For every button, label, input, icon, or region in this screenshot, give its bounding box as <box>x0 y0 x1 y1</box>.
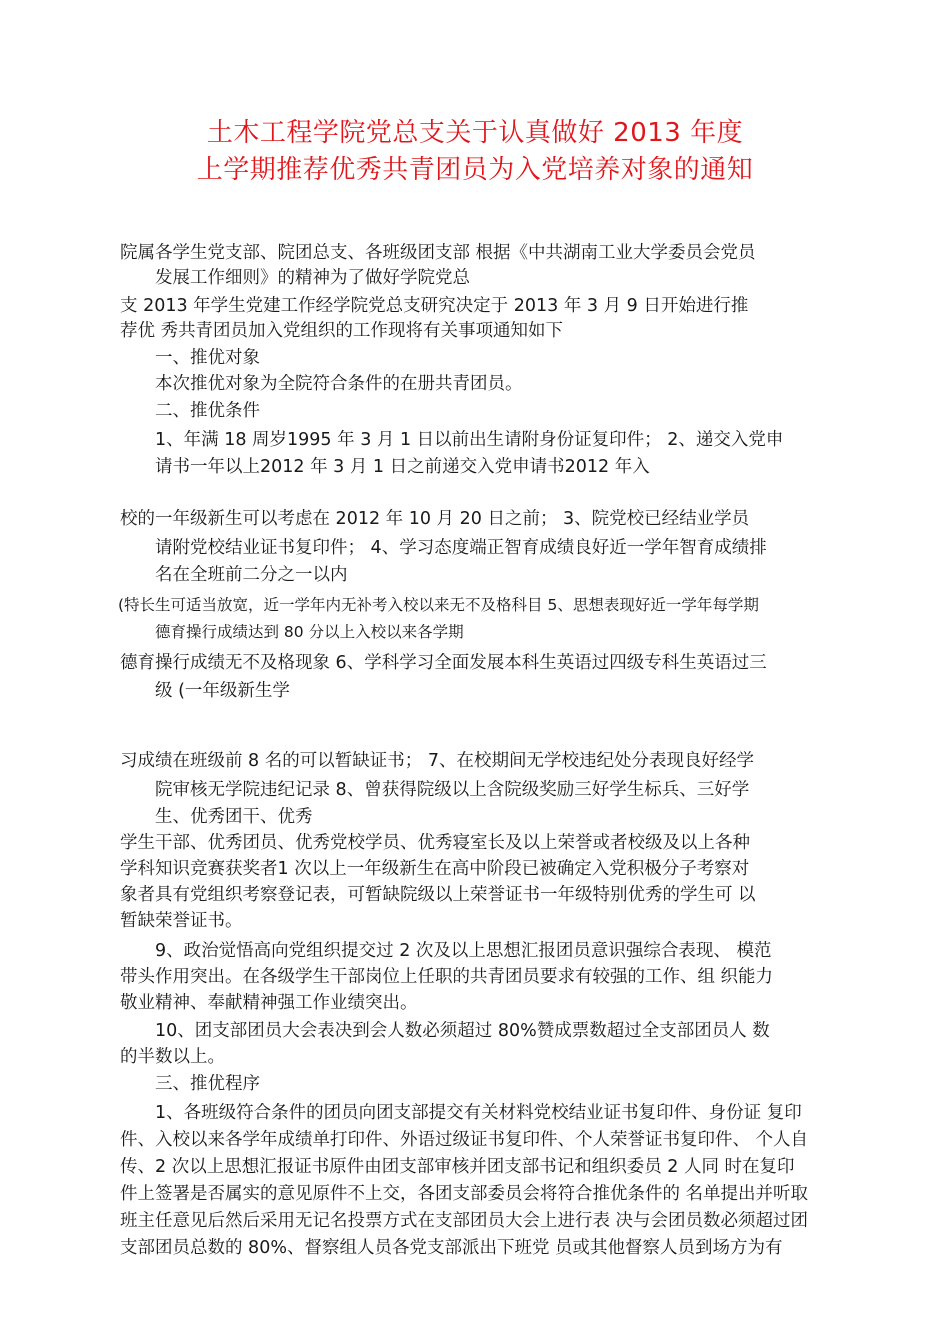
document-title-line-2: 上学期推荐优秀共青团员为入党培养对象的通知 <box>196 155 754 185</box>
body-line: 发展工作细则》的精神为了做好学院党总 <box>155 268 470 288</box>
body-line: 校的一年级新生可以考虑在 2012 年 10 月 20 日之前； 3、院党校已经结业学员 <box>120 509 750 529</box>
body-line: 请书一年以上2012 年 3 月 1 日之前递交入党申请书2012 年入 <box>155 457 650 477</box>
body-line: 1、各班级符合条件的团员向团支部提交有关材料党校结业证书复印件、身份证 复印 <box>155 1103 802 1123</box>
body-line: 的半数以上。 <box>120 1047 225 1067</box>
body-line: (特长生可适当放宽，近一学年内无补考入校以来无不及格科目 5、思想表现好近一学年每学期 <box>118 596 759 614</box>
body-line: 荐优 秀共青团员加入党组织的工作现将有关事项通知如下 <box>120 321 564 341</box>
body-line: 带头作用突出。在各级学生干部岗位上任职的共青团员要求有较强的工作、组 织能力 <box>120 967 774 987</box>
document-title-line-1: 土木工程学院党总支关于认真做好 2013 年度 <box>206 118 744 148</box>
section-heading: 三、推优程序 <box>155 1074 260 1094</box>
body-line: 德育操行成绩达到 80 分以上入校以来各学期 <box>155 623 464 641</box>
body-line: 班主任意见后然后采用无记名投票方式在支部团员大会上进行表 决与会团员数必须超过团 <box>120 1211 809 1231</box>
body-line: 院审核无学院违纪记录 8、曾获得院级以上含院级奖励三好学生标兵、三好学 <box>155 780 750 800</box>
body-line: 请附党校结业证书复印件； 4、学习态度端正智育成绩良好近一学年智育成绩排 <box>155 538 767 558</box>
body-line: 敬业精神、奉献精神强工作业绩突出。 <box>120 993 418 1013</box>
body-line: 象者具有党组织考察登记表，可暂缺院级以上荣誉证书一年级特别优秀的学生可 以 <box>120 885 756 905</box>
body-line: 学生干部、优秀团员、优秀党校学员、优秀寝室长及以上荣誉或者校级及以上各种 <box>120 833 750 853</box>
body-line: 支 2013 年学生党建工作经学院党总支研究决定于 2013 年 3 月 9 日开始进行推 <box>120 296 749 316</box>
body-line: 9、政治觉悟高向党组织提交过 2 次及以上思想汇报团员意识强综合表现、 模范 <box>155 941 772 961</box>
body-line: 1、年满 18 周岁1995 年 3 月 1 日以前出生请附身份证复印件； 2、递交入党申 <box>155 430 784 450</box>
body-line: 10、团支部团员大会表决到会人数必须超过 80%赞成票数超过全支部团员人 数 <box>155 1021 770 1041</box>
body-line: 学科知识竞赛获奖者1 次以上一年级新生在高中阶段已被确定入党积极分子考察对 <box>120 859 750 879</box>
body-line: 本次推优对象为全院符合条件的在册共青团员。 <box>155 374 523 394</box>
body-line: 支部团员总数的 80%、督察组人员各党支部派出下班党 员或其他督察人员到场方为有 <box>120 1238 783 1258</box>
body-line: 名在全班前二分之一以内 <box>155 565 348 585</box>
body-line: 习成绩在班级前 8 名的可以暂缺证书； 7、在校期间无学校违纪处分表现良好经学 <box>120 751 754 771</box>
body-line: 暂缺荣誉证书。 <box>120 911 243 931</box>
section-heading: 二、推优条件 <box>155 401 260 421</box>
body-line: 件、入校以来各学年成绩单打印件、外语过级证书复印件、个人荣誉证书复印件、 个人自 <box>120 1130 809 1150</box>
body-line: 院属各学生党支部、院团总支、各班级团支部 根据《中共湖南工业大学委员会党员 <box>120 243 756 263</box>
body-line: 传、2 次以上思想汇报证书原件由团支部审核并团支部书记和组织委员 2 人同 时在复印 <box>120 1157 795 1177</box>
body-line: 件上签署是否属实的意见原件不上交，各团支部委员会将符合推优条件的 名单提出并听取 <box>120 1184 809 1204</box>
body-line: 级 (一年级新生学 <box>155 681 290 701</box>
body-line: 生、优秀团干、优秀 <box>155 807 313 827</box>
body-line: 德育操行成绩无不及格现象 6、学科学习全面发展本科生英语过四级专科生英语过三 <box>120 653 767 673</box>
section-heading: 一、推优对象 <box>155 348 260 368</box>
